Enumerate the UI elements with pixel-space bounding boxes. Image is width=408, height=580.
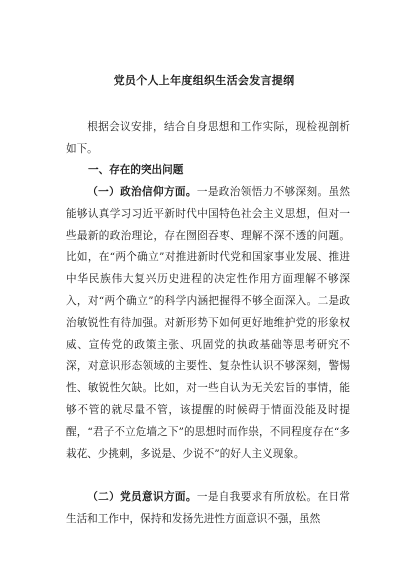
- section-heading: 一、存在的突出问题: [88, 164, 184, 176]
- paragraph-political-belief: [66, 182, 350, 465]
- paragraph-party-awareness: [66, 487, 350, 531]
- paragraph-text: 一是自我要求有所放松。在日常生活和工作中，保持和发扬先进性方面意识不强，虽然: [66, 491, 351, 525]
- paragraph-text: 一是政治领悟力不够深刻。虽然能够认真学习习近平新时代中国特色社会主义思想，但对一些最新的政治理论，存在囫囵吞枣、理解不深不透的问题。比如，在“两个确立”对推进新时代党和国家事业发展、推进中华民族伟大复兴历史进程的决定性作用方面理解不够深入，对“两个确立”的科学内涵把握得不够全面深入。二是政治敏锐性有待加强。对新形势下如何更好地维护党的形象权威、宣传党的政策主张、巩固党的执政基础等思考研究不深，对意识形态领域的主要性、复杂性认识不够深刻，警惕性、敏锐性欠缺。比如，对一些自认为无关宏旨的事情，能够不管的就尽量不管，该提醒的时候碍于情面没能及时提醒，“君子不立危墙之下”的思想时而作祟，不同程度存在“多栽花、少挑刺，多说是、少说不”的好人主义现象。: [66, 186, 351, 460]
- paragraph-heading: （一）政治信仰方面。: [87, 186, 197, 198]
- intro-paragraph: 根据会议安排，结合自身思想和工作实际，现检视剖析如下。: [66, 121, 350, 155]
- paragraph-heading: （二）党员意识方面。: [87, 491, 197, 503]
- document-title: 党员个人上年度组织生活会发言提纲: [113, 74, 295, 87]
